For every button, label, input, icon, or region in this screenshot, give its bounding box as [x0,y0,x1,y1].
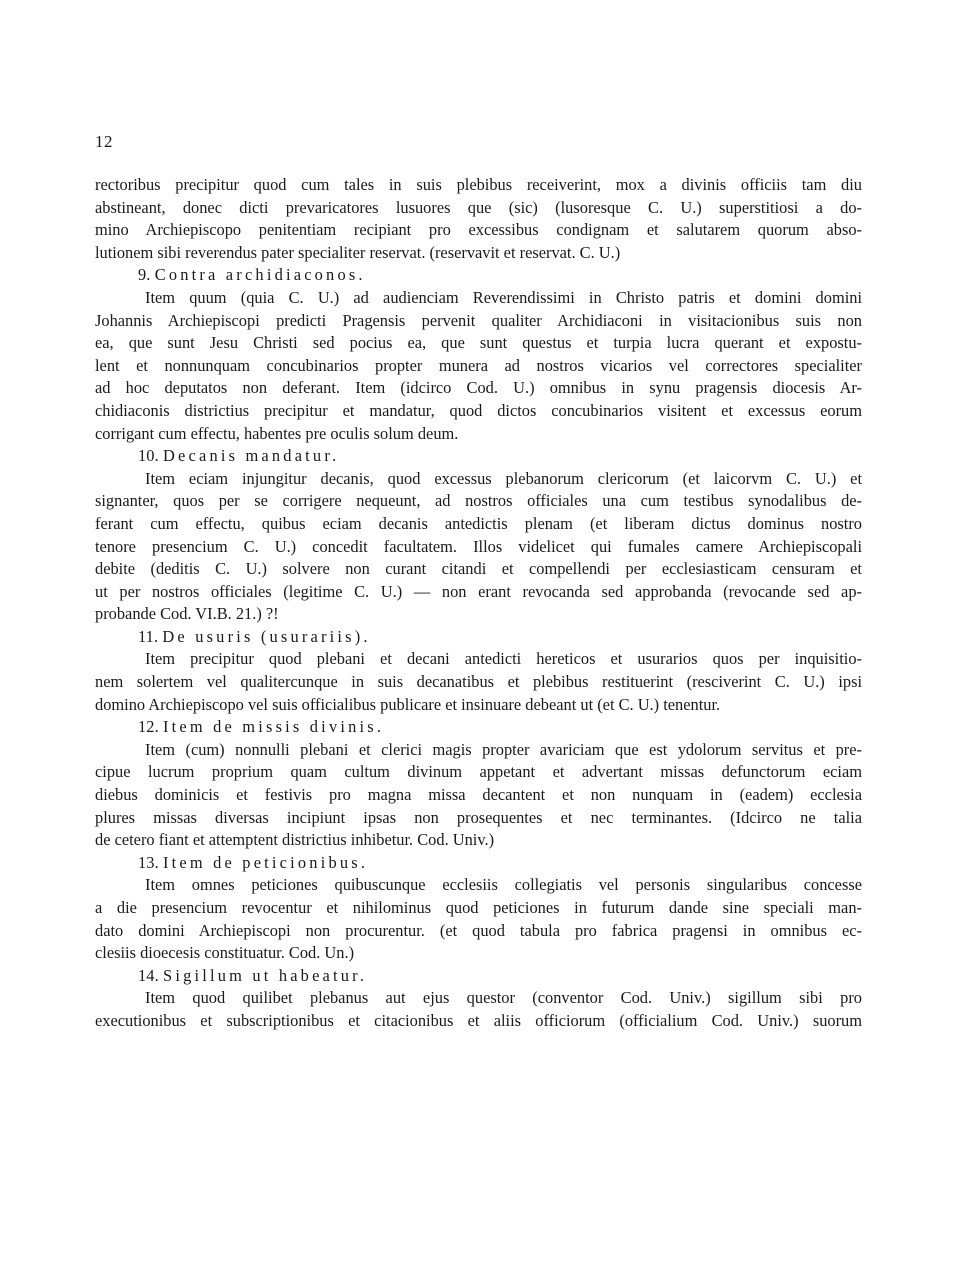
text-line: domino Archiepiscopo vel suis officialibus publicare et insinuare debeant ut (et C. U.) tenentur. [95,694,721,714]
text-line: Item precipitur quod plebani et decani antedicti hereticos et usurarios quos per inquisitio- [145,649,862,669]
section-heading [95,852,862,875]
text-line: a die presencium revocentur et nihilominus quod peticiones in futurum dande sine speciali man- [95,898,862,917]
text-line: cipue lucrum proprium quam cultum divinum appetant et advertant missas defunctorum eciam [95,762,862,782]
section-number: 12. [138,717,159,737]
text-line: signanter, quos per se corrigere nequeunt, ad nostros officiales una cum testibus synodalibus de- [95,491,862,511]
text-line: abstineant, donec dicti prevaricatores lusuores que (sic) (lusoresque C. U.) superstitiosi a do- [95,197,862,217]
text-line: mino Archiepiscopo penitentiam recipiant pro excessibus condignam et salutarem quorum abso- [95,220,862,240]
text-line: executionibus et subscriptionibus et citacionibus et aliis officiorum (officialium Cod. Univ.) suorum [95,1010,862,1030]
section-number: 13. [138,852,159,872]
text-line: lent et nonnunquam concubinarios propter munera ad nostros vicarios vel correctores specialiter [95,355,862,375]
text-line: ea, que sunt Jesu Christi sed pocius ea, que sunt questus et turpia lucra querant et expostu- [95,333,862,353]
text-line: Item omnes peticiones quibuscunque ecclesiis collegiatis vel personis singularibus concesse [145,875,862,895]
text-line: plures missas diversas incipiunt ipsas non prosequentes et nec terminantes. (Idcirco ne talia [95,807,862,827]
section-heading [95,445,862,468]
section-number: 11. [138,626,159,646]
text-line: Item quod quilibet plebanus aut ejus questor (conventor Cod. Univ.) sigillum sibi pro [145,988,862,1008]
text-line: dato domini Archiepiscopi non procurentur. (et quod tabula pro fabrica pragensi in omnibus ec- [95,920,862,940]
section-heading [95,965,862,988]
text-line: Johannis Archiepiscopi predicti Pragensis pervenit qualiter Archidiaconi in visitacionibus suis non [95,310,862,330]
section-title: De usuris (usurariis). [162,626,371,646]
section-title: Item de peticionibus. [163,852,369,872]
document-body [95,174,862,1033]
page-number: 12 [95,132,113,151]
text-line: Item (cum) nonnulli plebani et clerici magis propter avariciam que est ydolorum servitus et pre- [145,739,862,759]
text-line: rectoribus precipitur quod cum tales in suis plebibus receiverint, mox a divinis officiis tam diu [95,175,862,194]
text-line: chidiaconis districtius precipitur et mandatur, quod dictos concubinarios visitent et excessus eorum [95,400,862,420]
text-line: ad hoc deputatos non deferant. Item (idcirco Cod. U.) omnibus in synu pragensis diocesis Ar- [95,378,862,398]
section-title: Sigillum ut habeatur. [163,965,368,985]
text-line: ut per nostros officiales (legitime C. U.) — non erant revocanda sed approbanda (revocande sed ap- [95,581,862,601]
section-title: Decanis mandatur. [163,446,340,466]
text-line: tenore presencium C. U.) concedit facultatem. Illos videlicet qui fumales camere Archiepiscopali [95,536,862,556]
section-number: 14. [138,965,159,985]
text-line: clesiis dioecesis constituatur. Cod. Un.) [95,943,355,963]
text-line: diebus dominicis et festivis pro magna missa decantent et non nunquam in (eadem) ecclesia [95,785,862,805]
text-line: debite (deditis C. U.) solvere non curant citandi et compellendi per ecclesiasticam censuram et [95,559,862,579]
text-line: de cetero fiant et attemptent districtius inhibetur. Cod. Univ.) [95,830,495,850]
section-number: 10. [138,446,159,466]
text-line: corrigant cum effectu, habentes pre oculis solum deum. [95,423,459,443]
text-line: lutionem sibi reverendus pater specialiter reservat. (reservavit et reservat. C. U.) [95,242,621,262]
section-heading [95,264,862,287]
section-title: Item de missis divinis. [163,717,385,737]
text-line: Item eciam injungitur decanis, quod excessus plebanorum clericorum (et laicorvm C. U.) et [145,468,862,488]
section-heading [95,626,862,649]
section-number: 9. [138,265,151,285]
text-line: ferant cum effectu, quibus eciam decanis antedictis plenam (et liberam dictus dominus nostro [95,513,862,533]
text-line: Item quum (quia C. U.) ad audienciam Reverendissimi in Christo patris et domini domini [145,287,862,307]
section-heading [95,716,862,739]
text-line: probande Cod. VI.B. 21.) ?! [95,604,279,624]
section-title: Contra archidiaconos. [154,265,366,285]
text-line: nem solertem vel qualitercunque in suis decanatibus et plebibus restituerint (resciverint C. U.) ipsi [95,672,862,692]
